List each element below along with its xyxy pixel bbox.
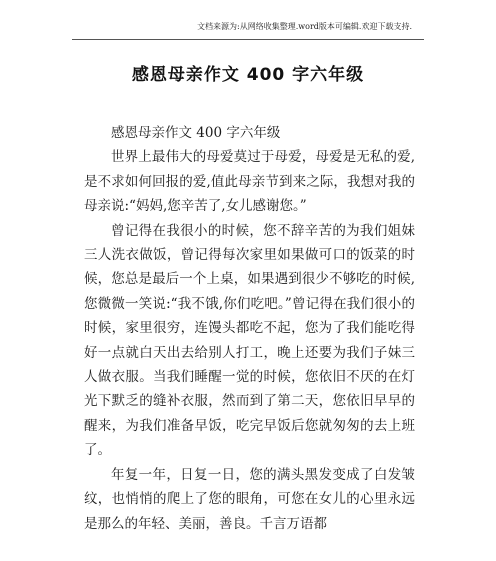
body-paragraph: 曾记得在我很小的时候，您不辞辛苦的为我们姐妹三人洗衣做饭，曾记得每次家里如果做可口的饭菜的时候，您总是最后一个上桌，如果遇到很少不够吃的时候,您微微一笑说:“我不饿,你们吃吧。”曾记得在我们很小的时候，家里很穷，连馒头都吃不起，您为了我们能吃得好一点就白天出去给别人打工，晚上还要为我们子妹三人做衣服。当我们睡醒一觉的时候，您依旧不厌的在灯光下默乏的缝补衣服，然而到了第二天，您依旧早早的醒来，为我们准备早饭，吃完早饭后您就匆匆的去上班了。 [84, 222, 415, 459]
subtitle-paragraph: 感恩母亲作文 400 字六年级 [111, 125, 281, 141]
document-title: 感恩母亲作文 400 字六年级 [131, 65, 365, 85]
header-divider [72, 39, 424, 40]
document-body [84, 121, 415, 536]
header-source-note: 文档来源为:从网络收集整理.word版本可编辑.欢迎下载支持. [197, 22, 412, 31]
body-paragraph: 世界上最伟大的母爱莫过于母爱，母爱是无私的爱,是不求如何回报的爱,值此母亲节到来之际，我想对我的母亲说:“妈妈,您辛苦了,女儿感谢您。” [84, 149, 415, 215]
body-paragraph: 年复一年，日复一日，您的满头黑发变成了白发皱纹，也悄悄的爬上了您的眼角，可您在女儿的心里永远是那么的年轻、美丽，善良。千言万语都 [84, 466, 415, 532]
